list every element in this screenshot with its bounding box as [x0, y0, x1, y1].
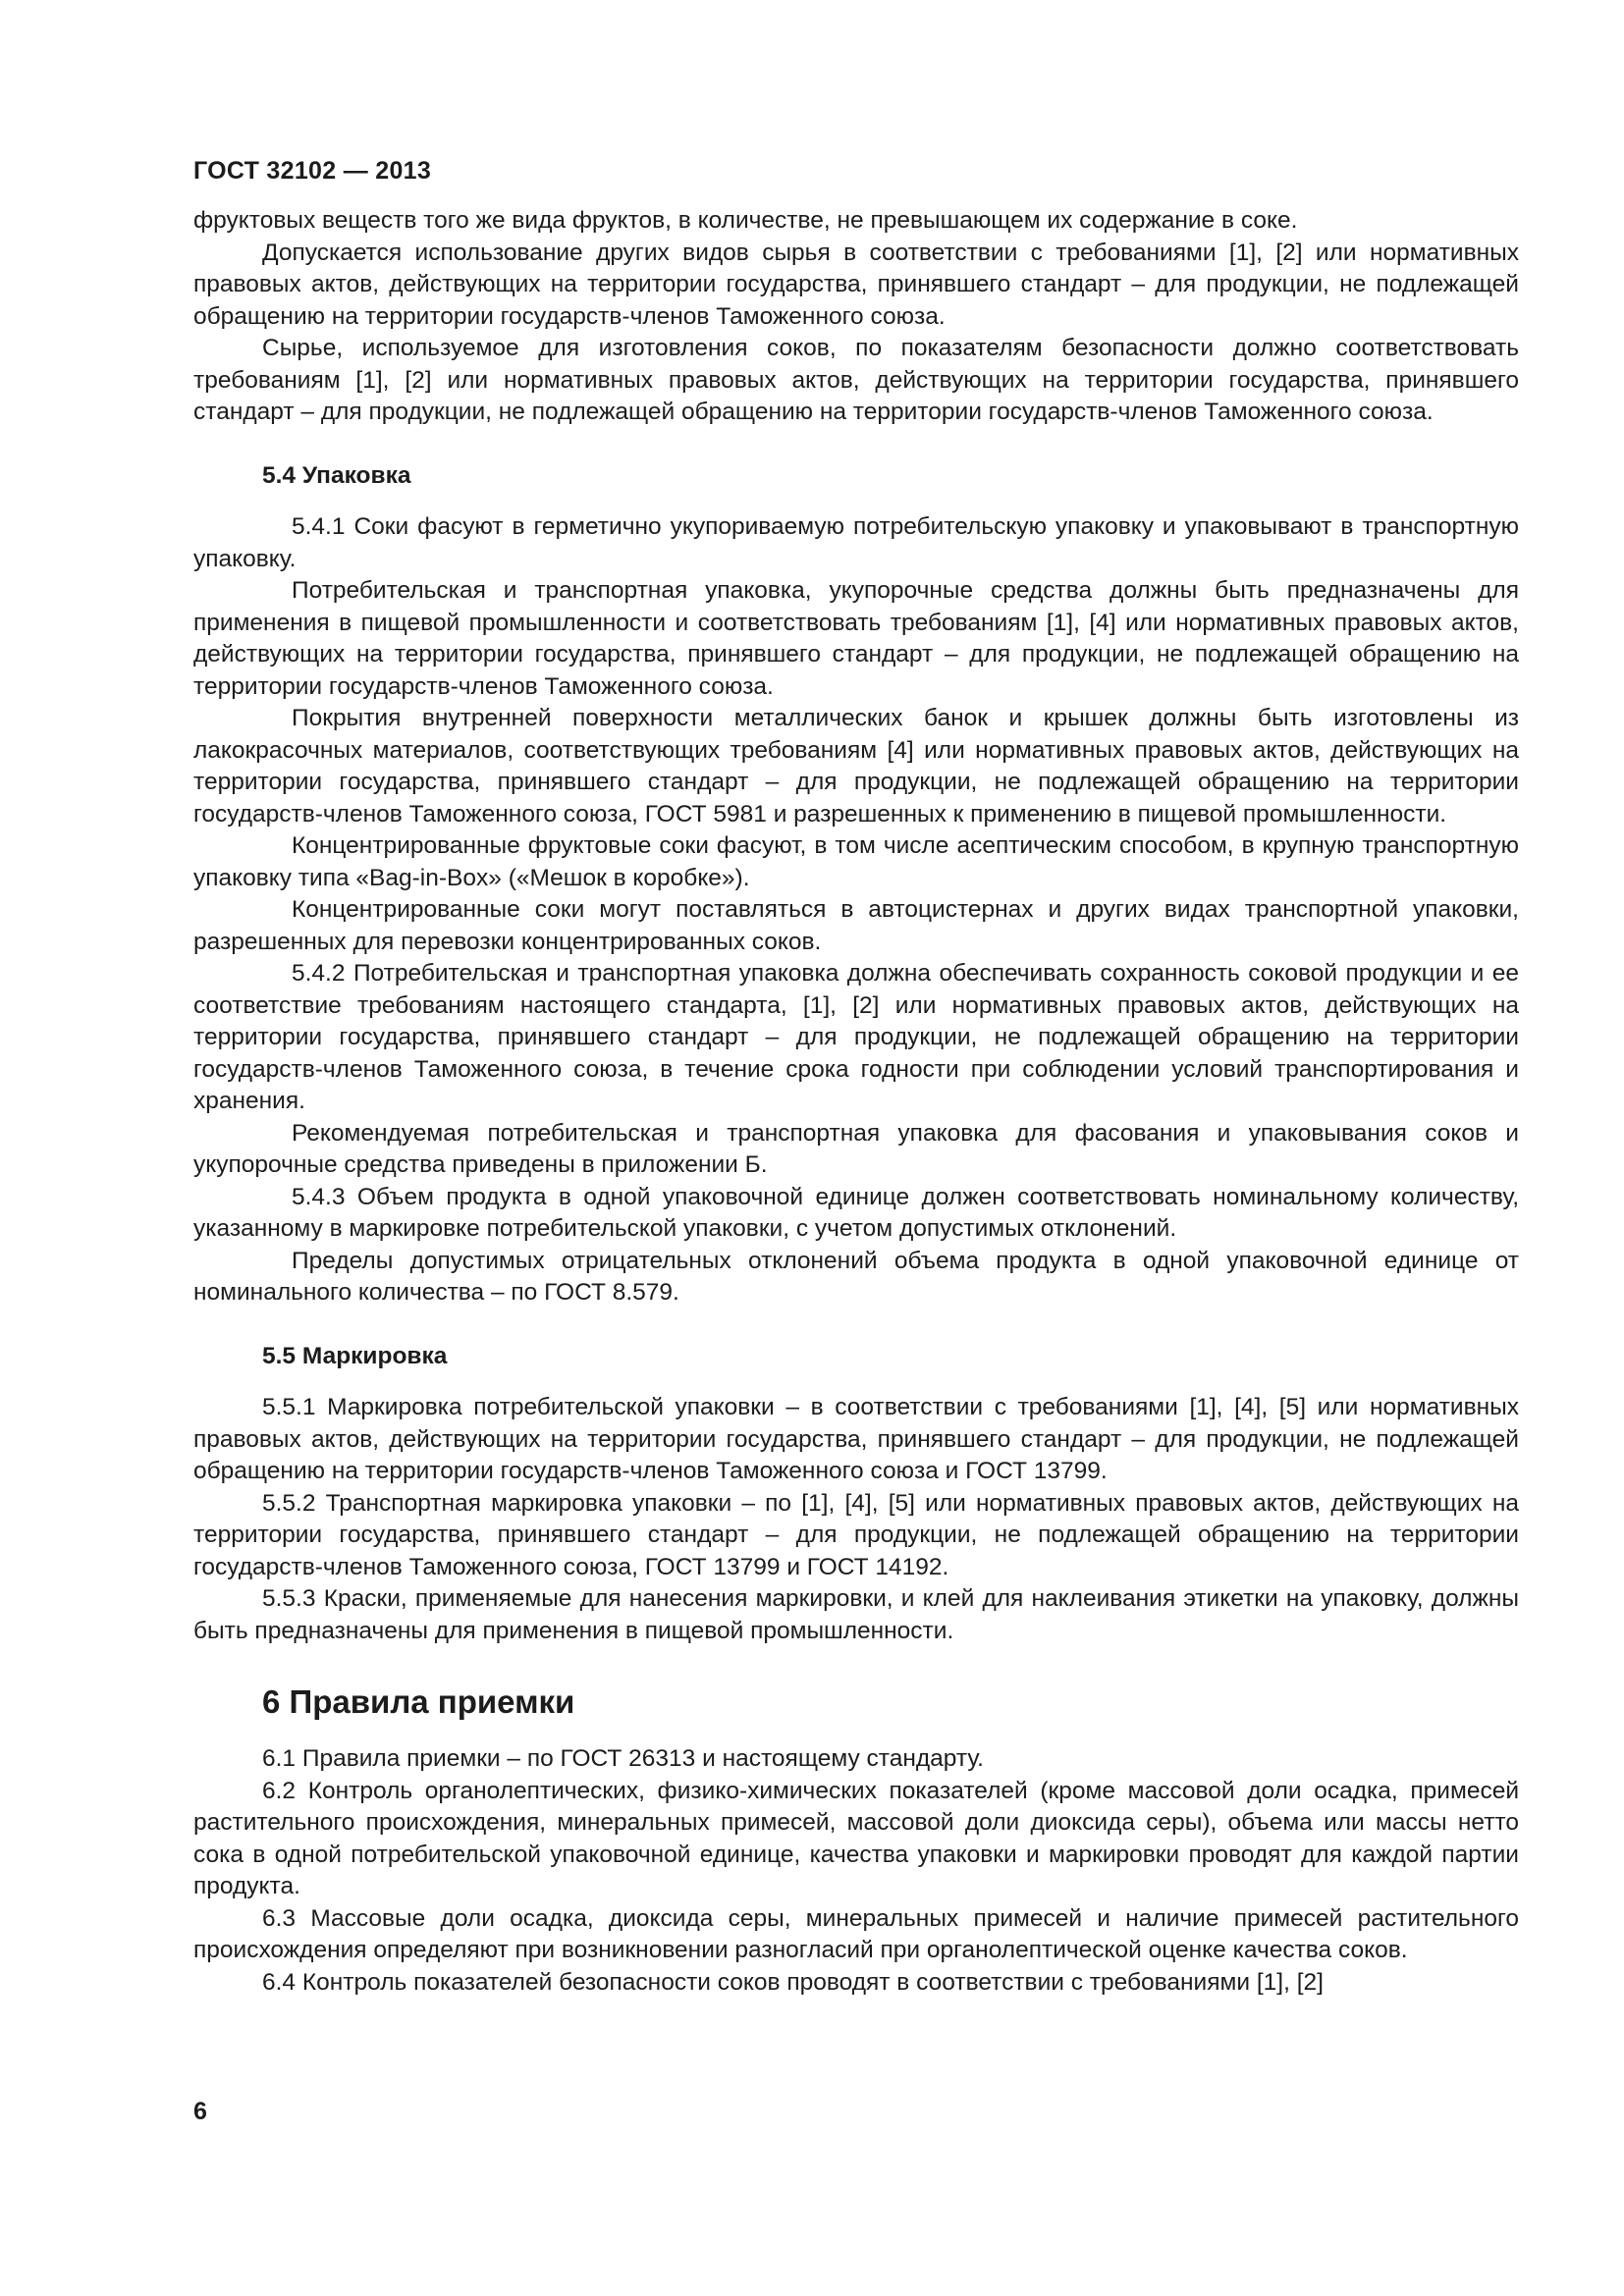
paragraph: 5.5.1 Маркировка потребительской упаковки – в соответствии с требованиями [1], [4], [5] или нормативных правовых актов, действующих на территории государства, принявшего стандарт – для продукции, не подлежащей обращению на территории государств-членов Таможенного союза и ГОСТ 13799. [193, 1394, 1519, 1484]
paragraph: 5.4.1 Соки фасуют в герметично укупориваемую потребительскую упаковку и упаковывают в транспортную упаковку. [193, 513, 1519, 572]
paragraph: 5.4.2 Потребительская и транспортная упаковка должна обеспечивать сохранность соковой продукции и ее соответствие требованиям настоящего стандарта, [1], [2] или нормативных правовых актов, действующих на территории государства, принявшего стандарт – для продукции, не подлежащей обращению на территории государств-членов Таможенного союза, в течение срока годности при соблюдении условий транспортирования и хранения. [193, 960, 1519, 1114]
paragraph: 5.5.3 Краски, применяемые для нанесения маркировки, и клей для наклеивания этикетки на упаковку, должны быть предназначены для применения в пищевой промышленности. [193, 1585, 1519, 1644]
document-body [193, 205, 1519, 1999]
document-header: ГОСТ 32102 — 2013 [193, 157, 432, 185]
paragraph: 6.4 Контроль показателей безопасности соков проводят в соответствии с требованиями [1], [2] [262, 1968, 1324, 1996]
paragraph: 6.2 Контроль органолептических, физико-химических показателей (кроме массовой доли осадка, примесей растительного происхождения, минеральных примесей, массовой доли диоксида серы), объема или массы нетто сока в одной потребительской упаковочной единице, качества упаковки и маркировки проводят для каждой партии продукта. [193, 1777, 1519, 1899]
paragraph: Концентрированные фруктовые соки фасуют, в том числе асептическим способом, в крупную транспортную упаковку типа «Bag-in-Box» («Мешок в коробке»). [193, 832, 1519, 891]
paragraph: 5.5.2 Транспортная маркировка упаковки – по [1], [4], [5] или нормативных правовых актов, действующих на территории государства, принявшего стандарт – для продукции, не подлежащей обращению на территории государств-членов Таможенного союза, ГОСТ 13799 и ГОСТ 14192. [193, 1489, 1519, 1580]
paragraph: Пределы допустимых отрицательных отклонений объема продукта в одной упаковочной единице от номинального количества – по ГОСТ 8.579. [193, 1247, 1519, 1306]
paragraph: Сырье, используемое для изготовления соков, по показателям безопасности должно соответствовать требованиям [1], [2] или нормативных правовых актов, действующих на территории государства, принявшего стандарт – для продукции, не подлежащей обращению на территории государств-членов Таможенного союза. [193, 335, 1519, 425]
paragraph: 5.4.3 Объем продукта в одной упаковочной единице должен соответствовать номинальному количеству, указанному в маркировке потребительской упаковки, с учетом допустимых отклонений. [193, 1183, 1519, 1242]
section-heading-6: 6 Правила приемки [262, 1683, 575, 1720]
subsection-heading-5-5: 5.5 Маркировка [262, 1342, 448, 1369]
subsection-heading-5-4: 5.4 Упаковка [262, 461, 411, 489]
paragraph: 6.3 Массовые доли осадка, диоксида серы, минеральных примесей и наличие примесей растительного происхождения определяют при возникновении разногласий при органолептической оценке качества соков. [193, 1904, 1519, 1963]
paragraph: Рекомендуемая потребительская и транспортная упаковка для фасования и упаковывания соков и укупорочные средства приведены в приложении Б. [193, 1119, 1519, 1178]
paragraph: Покрытия внутренней поверхности металлических банок и крышек должны быть изготовлены из лакокрасочных материалов, соответствующих требованиям [4] или нормативных правовых актов, действующих на территории государства, принявшего стандарт – для продукции, не подлежащей обращению на территории государств-членов Таможенного союза, ГОСТ 5981 и разрешенных к применению в пищевой промышленности. [193, 705, 1519, 828]
paragraph: фруктовых веществ того же вида фруктов, в количестве, не превышающем их содержание в соке. [193, 207, 1298, 234]
paragraph: 6.1 Правила приемки – по ГОСТ 26313 и настоящему стандарту. [262, 1745, 984, 1772]
paragraph: Потребительская и транспортная упаковка, укупорочные средства должны быть предназначены для применения в пищевой промышленности и соответствовать требованиям [1], [4] или нормативных правовых актов, действующих на территории государства, принявшего стандарт – для продукции, не подлежащей обращению на территории государств-членов Таможенного союза. [193, 577, 1519, 700]
page-number: 6 [193, 2098, 207, 2125]
paragraph: Концентрированные соки могут поставляться в автоцистернах и других видах транспортной упаковки, разрешенных для перевозки концентрированных соков. [193, 896, 1519, 955]
paragraph: Допускается использование других видов сырья в соответствии с требованиями [1], [2] или нормативных правовых актов, действующих на территории государства, принявшего стандарт – для продукции, не подлежащей обращению на территории государств-членов Таможенного союза. [193, 239, 1519, 330]
